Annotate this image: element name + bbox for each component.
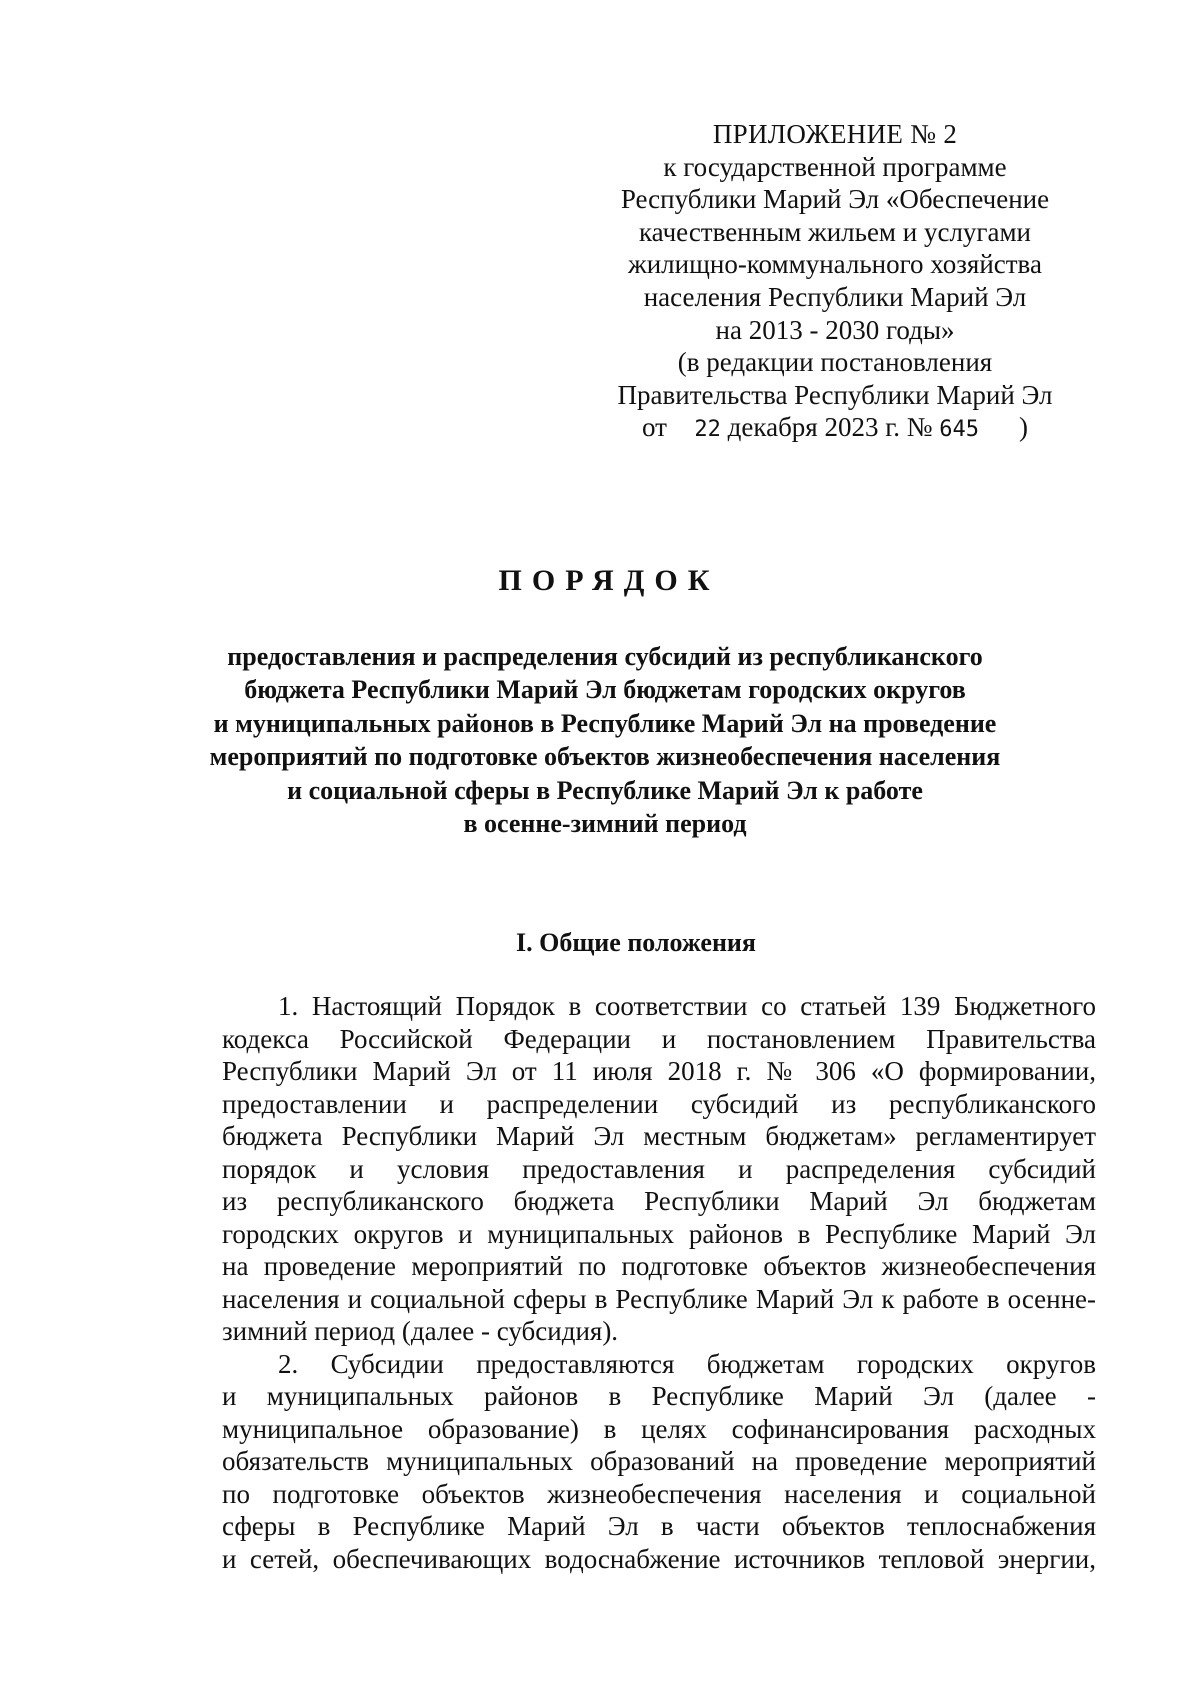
section-heading: I. Общие положения (516, 928, 756, 957)
paragraph-line: муниципальное образование) в целях софинансирования расходных (222, 1413, 1096, 1444)
date-suffix: ) (1019, 412, 1029, 443)
document-body (222, 990, 1096, 1575)
paragraph-line: и муниципальных районов в Республике Марий Эл (далее - (222, 1381, 1096, 1411)
appendix-line: к государственной программе (663, 151, 1007, 182)
paragraph-line: кодекса Российской Федерации и постановлением Правительства (222, 1023, 1096, 1054)
appendix-line: Республики Марий Эл «Обеспечение (620, 184, 1050, 215)
paragraph-line: бюджета Республики Марий Эл местным бюджетам» регламентирует (222, 1121, 1096, 1151)
appendix-line: жилищно-коммунального хозяйства (628, 249, 1042, 280)
paragraph-line: и сетей, обеспечивающих водоснабжение источников тепловой энергии, (222, 1543, 1096, 1574)
appendix-date-line (600, 411, 1070, 447)
date-text: декабря 2023 г. № (727, 412, 933, 443)
document-title: ПОРЯДОК (498, 564, 720, 597)
paragraph-2 (222, 1348, 1096, 1576)
paragraph-line: городских округов и муниципальных районов в Республике Марий Эл (222, 1218, 1096, 1249)
appendix-line: (в редакции постановления (677, 347, 993, 378)
paragraph-line: сферы в Республике Марий Эл в части объектов теплоснабжения (222, 1511, 1096, 1541)
appendix-title: ПРИЛОЖЕНИЕ № 2 (712, 119, 958, 149)
date-number: 645 (939, 417, 980, 443)
paragraph-line: Республики Марий Эл от 11 июля 2018 г. № 306 «О формировании, (222, 1056, 1096, 1086)
document-subtitle (150, 640, 1060, 840)
subtitle-line: предоставления и распределения субсидий из республиканского (227, 642, 983, 671)
paragraph-line: зимний период (далее - субсидия). (222, 1316, 619, 1346)
paragraph-line: обязательств муниципальных образований на проведение мероприятий (222, 1446, 1096, 1476)
paragraph-line: по подготовке объектов жизнеобеспечения населения и социальной (222, 1478, 1096, 1509)
appendix-line: на 2013 - 2030 годы» (715, 314, 955, 345)
subtitle-line: и муниципальных районов в Республике Марий Эл на проведение (213, 708, 997, 738)
appendix-header (600, 118, 1070, 447)
paragraph-line: порядок и условия предоставления и распределения субсидий (222, 1153, 1096, 1184)
appendix-line: населения Республики Марий Эл (643, 281, 1027, 312)
subtitle-line: бюджета Республики Марий Эл бюджетам городских округов (244, 675, 966, 705)
appendix-line: качественным жильем и услугами (638, 216, 1032, 247)
paragraph-line: 2. Субсидии предоставляются бюджетам городских округов (278, 1348, 1096, 1379)
paragraph-line: на проведение мероприятий по подготовке объектов жизнеобеспечения (222, 1251, 1096, 1281)
date-prefix: от (641, 412, 667, 443)
paragraph-line: предоставлении и распределении субсидий из республиканского (222, 1088, 1096, 1119)
subtitle-line: мероприятий по подготовке объектов жизнеобеспечения населения (209, 742, 1001, 772)
paragraph-line: населения и социальной сферы в Республике Марий Эл к работе в осенне- (222, 1283, 1096, 1314)
date-day: 22 (694, 417, 721, 443)
subtitle-line: и социальной сферы в Республике Марий Эл к работе (287, 775, 923, 805)
appendix-line: Правительства Республики Марий Эл (617, 379, 1053, 410)
paragraph-line: из республиканского бюджета Республики Марий Эл бюджетам (222, 1186, 1096, 1216)
paragraph-1 (222, 990, 1096, 1348)
paragraph-line: 1. Настоящий Порядок в соответствии со статьей 139 Бюджетного (278, 991, 1096, 1021)
subtitle-line: в осенне-зимний период (463, 809, 747, 839)
